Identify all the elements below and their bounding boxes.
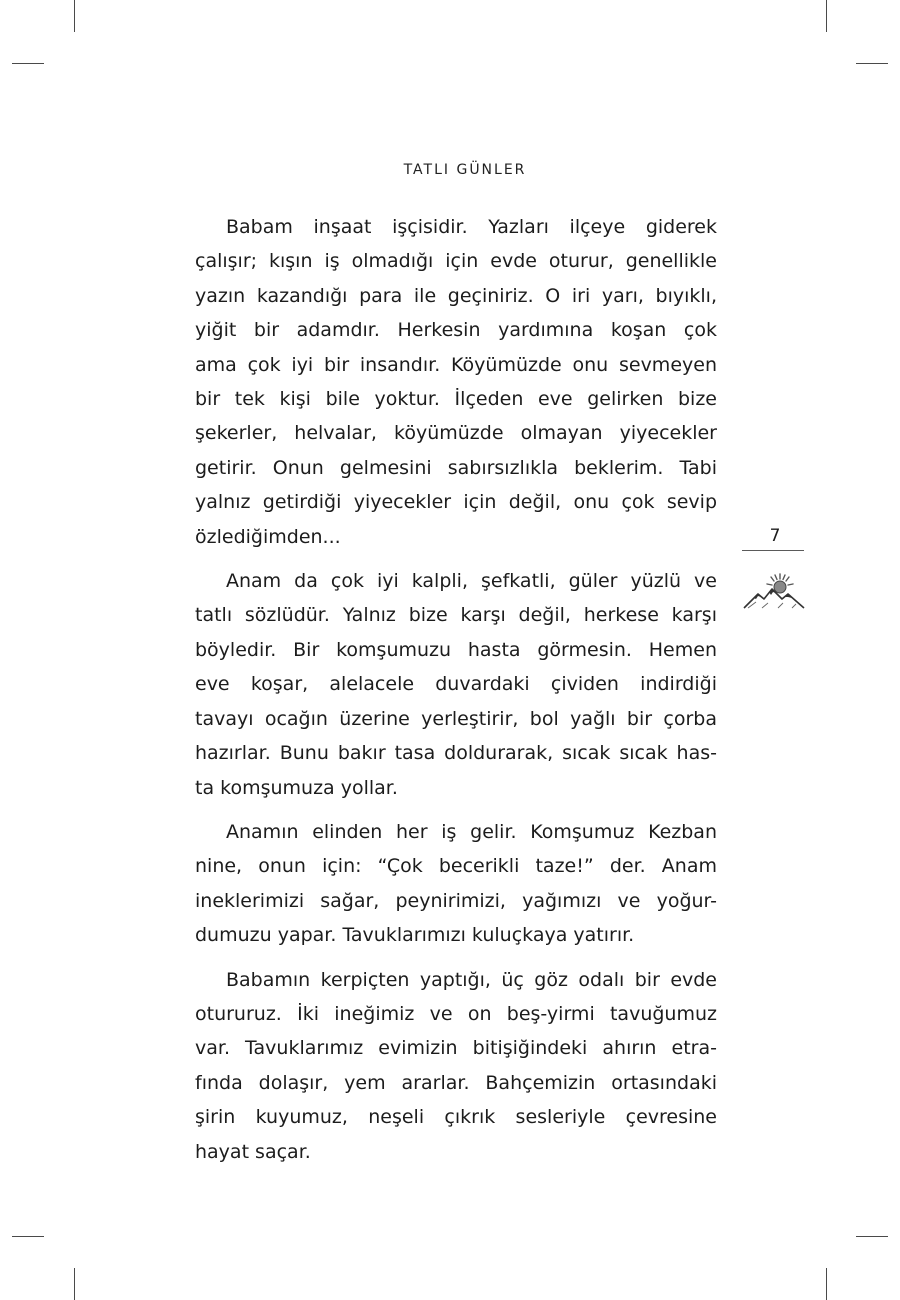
text-line: eve koşar, alelacele duvardaki çividen indirdiği bbox=[195, 673, 717, 696]
body-text bbox=[195, 210, 717, 1179]
text-line: Babamın kerpiçten yaptığı, üç göz odalı bir evde bbox=[226, 968, 717, 991]
text-line: şekerler, helvalar, köyümüzde olmayan yiyecekler bbox=[195, 422, 717, 445]
crop-mark-right-bottom bbox=[856, 1236, 888, 1237]
text-line: tatlı sözlüdür. Yalnız bize karşı değil, herkese karşı bbox=[195, 604, 717, 627]
text-line: nine, onun için: “Çok becerikli taze!” der. Anam bbox=[195, 855, 717, 878]
paragraph bbox=[195, 210, 717, 554]
text-line: dumuzu yapar. Tavuklarımızı kuluçkaya yatırır. bbox=[195, 924, 635, 947]
text-line: özlediğimden... bbox=[195, 525, 341, 548]
text-line: getirir. Onun gelmesini sabırsızlıkla beklerim. Tabi bbox=[195, 456, 717, 479]
text-line: ama çok iyi bir insandır. Köyümüzde onu sevmeyen bbox=[195, 353, 717, 376]
sun-over-mountains-icon bbox=[742, 572, 806, 618]
crop-mark-bottom-left bbox=[74, 1268, 75, 1300]
crop-mark-bottom-right bbox=[826, 1268, 827, 1300]
paragraph bbox=[195, 564, 717, 805]
text-line: tavayı ocağın üzerine yerleştirir, bol yağlı bir çorba bbox=[195, 707, 717, 730]
text-line: Babam inşaat işçisidir. Yazları ilçeye giderek bbox=[226, 216, 717, 238]
text-line: otururuz. İki ineğimiz ve on beş-yirmi tavuğumuz bbox=[195, 1002, 717, 1025]
text-line: şirin kuyumuz, neşeli çıkrık sesleriyle çevresine bbox=[195, 1106, 717, 1129]
text-line: yiğit bir adamdır. Herkesin yardımına koşan çok bbox=[195, 319, 717, 342]
text-line: çalışır; kışın iş olmadığı için evde oturur, genellikle bbox=[195, 250, 717, 273]
paragraph bbox=[195, 815, 717, 953]
text-line: yazın kazandığı para ile geçiniriz. O iri yarı, bıyıklı, bbox=[195, 284, 717, 307]
folio bbox=[742, 526, 804, 551]
text-line: hazırlar. Bunu bakır tasa doldurarak, sıcak sıcak has- bbox=[195, 742, 717, 765]
text-line: fında dolaşır, yem ararlar. Bahçemizin ortasındaki bbox=[195, 1071, 717, 1094]
text-line: ineklerimizi sağar, peynirimizi, yağımızı ve yoğur- bbox=[195, 889, 717, 912]
crop-mark-right-top bbox=[856, 63, 888, 64]
crop-mark-top-right bbox=[826, 0, 827, 32]
page-number: 7 bbox=[769, 526, 781, 546]
folio-rule bbox=[742, 550, 804, 551]
crop-mark-top-left bbox=[74, 0, 75, 32]
text-line: var. Tavuklarımız evimizin bitişiğindeki ahırın etra- bbox=[195, 1037, 717, 1060]
text-line: ta komşumuza yollar. bbox=[195, 776, 398, 799]
crop-mark-left-bottom bbox=[12, 1236, 44, 1237]
crop-mark-left-top bbox=[12, 63, 44, 64]
text-line: hayat saçar. bbox=[195, 1140, 311, 1163]
text-line: Anamın elinden her iş gelir. Komşumuz Kezban bbox=[226, 820, 717, 843]
text-line: böyledir. Bir komşumuzu hasta görmesin. Hemen bbox=[195, 638, 717, 661]
running-title: TATLI GÜNLER bbox=[403, 162, 527, 178]
text-line: bir tek kişi bile yoktur. İlçeden eve gelirken bize bbox=[195, 388, 717, 411]
text-line: yalnız getirdiği yiyecekler için değil, onu çok sevip bbox=[195, 491, 717, 514]
paragraph bbox=[195, 963, 717, 1169]
text-line: Anam da çok iyi kalpli, şefkatli, güler yüzlü ve bbox=[226, 570, 717, 593]
